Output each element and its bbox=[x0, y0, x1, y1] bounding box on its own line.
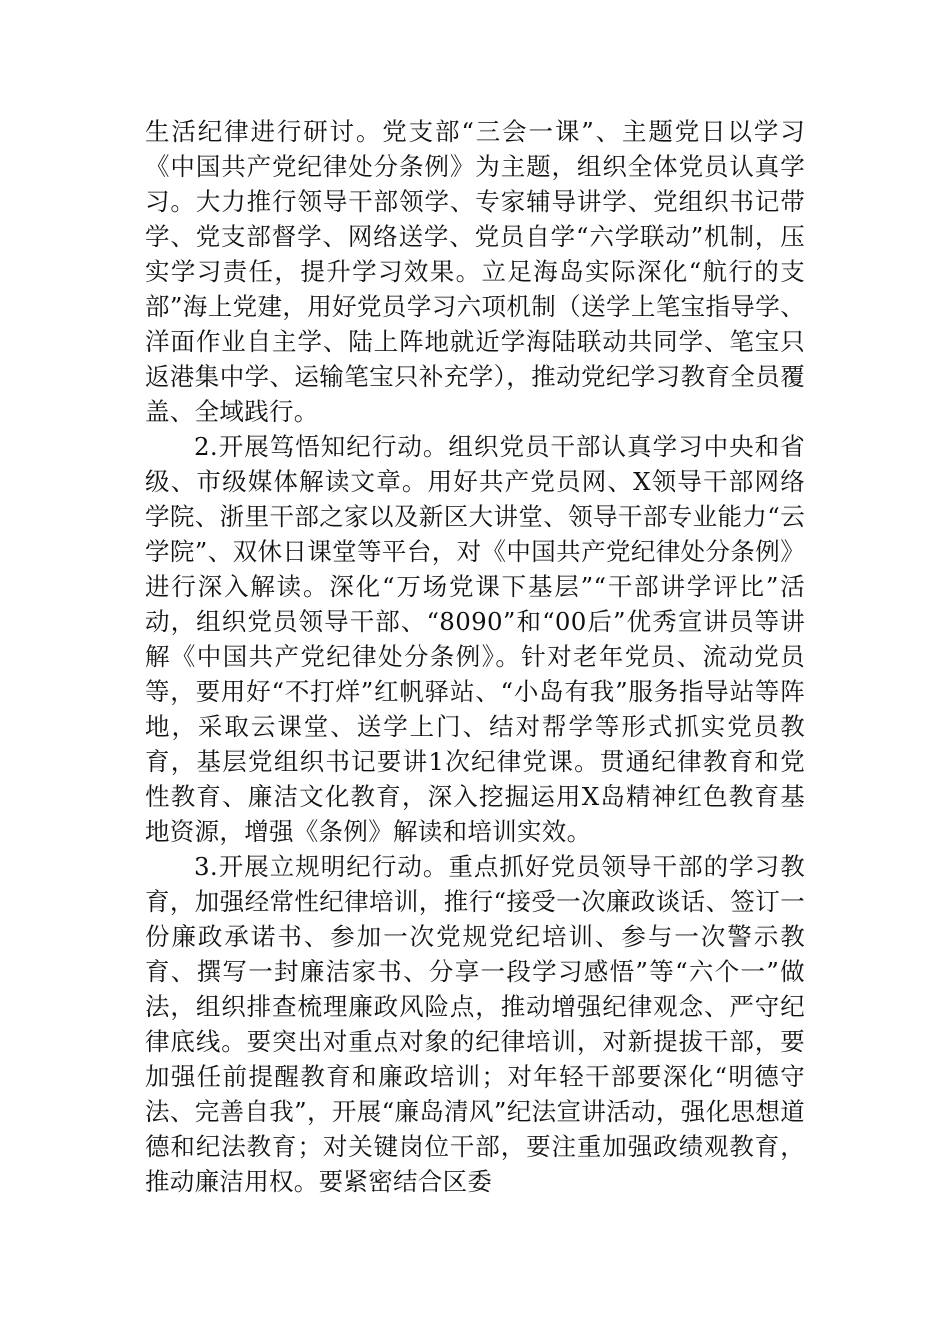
paragraph-continuation: 生活纪律进行研讨。党支部“三会一课”、主题党日以学习《中国共产党纪律处分条例》为主题，组织全体党员认真学习。大力推行领导干部领学、专家辅导讲学、党组织书记带学、党支部督学、网络送学、党员自学“六学联动”机制，压实学习责任，提升学习效果。立足海岛实际深化“航行的支部”海上党建，用好党员学习六项机制（送学上笔宝指导学、洋面作业自主学、陆上阵地就近学海陆联动共同学、笔宝只返港集中学、运输笔宝只补充学），推动党纪学习教育全员覆盖、全域践行。 bbox=[145, 117, 805, 426]
paragraph-item-2: 2.开展笃悟知纪行动。组织党员干部认真学习中央和省级、市级媒体解读文章。用好共产党员网、X领导干部网络学院、浙里干部之家以及新区大讲堂、领导干部专业能力“云学院”、双休日课堂等平台，对《中国共产党纪律处分条例》进行深入解读。深化“万场党课下基层”“干部讲学评比”活动，组织党员领导干部、“8090”和“00后”优秀宣讲员等讲解《中国共产党纪律处分条例》。针对老年党员、流动党员等，要用好“不打烊”红帆驿站、“小岛有我”服务指导站等阵地，采取云课堂、送学上门、结对帮学等形式抓实党员教育，基层党组织书记要讲1次纪律党课。贯通纪律教育和党性教育、廉洁文化教育，深入挖掘运用X岛精神红色教育基地资源，增强《条例》解读和培训实效。 bbox=[145, 432, 805, 846]
paragraph-item-3: 3.开展立规明纪行动。重点抓好党员领导干部的学习教育，加强经常性纪律培训，推行“接受一次廉政谈话、签订一份廉政承诺书、参加一次党规党纪培训、参与一次警示教育、撰写一封廉洁家书、分享一段学习感悟”等“六个一”做法，组织排查梳理廉政风险点，推动增强纪律观念、严守纪律底线。要突出对重点对象的纪律培训，对新提拔干部，要加强任前提醒教育和廉政培训；对年轻干部要深化“明德守法、完善自我”，开展“廉岛清风”纪法宣讲活动，强化思想道德和纪法教育；对关键岗位干部，要注重加强政绩观教育，推动廉洁用权。要紧密结合区委 bbox=[145, 852, 805, 1196]
document-page bbox=[145, 114, 805, 1199]
